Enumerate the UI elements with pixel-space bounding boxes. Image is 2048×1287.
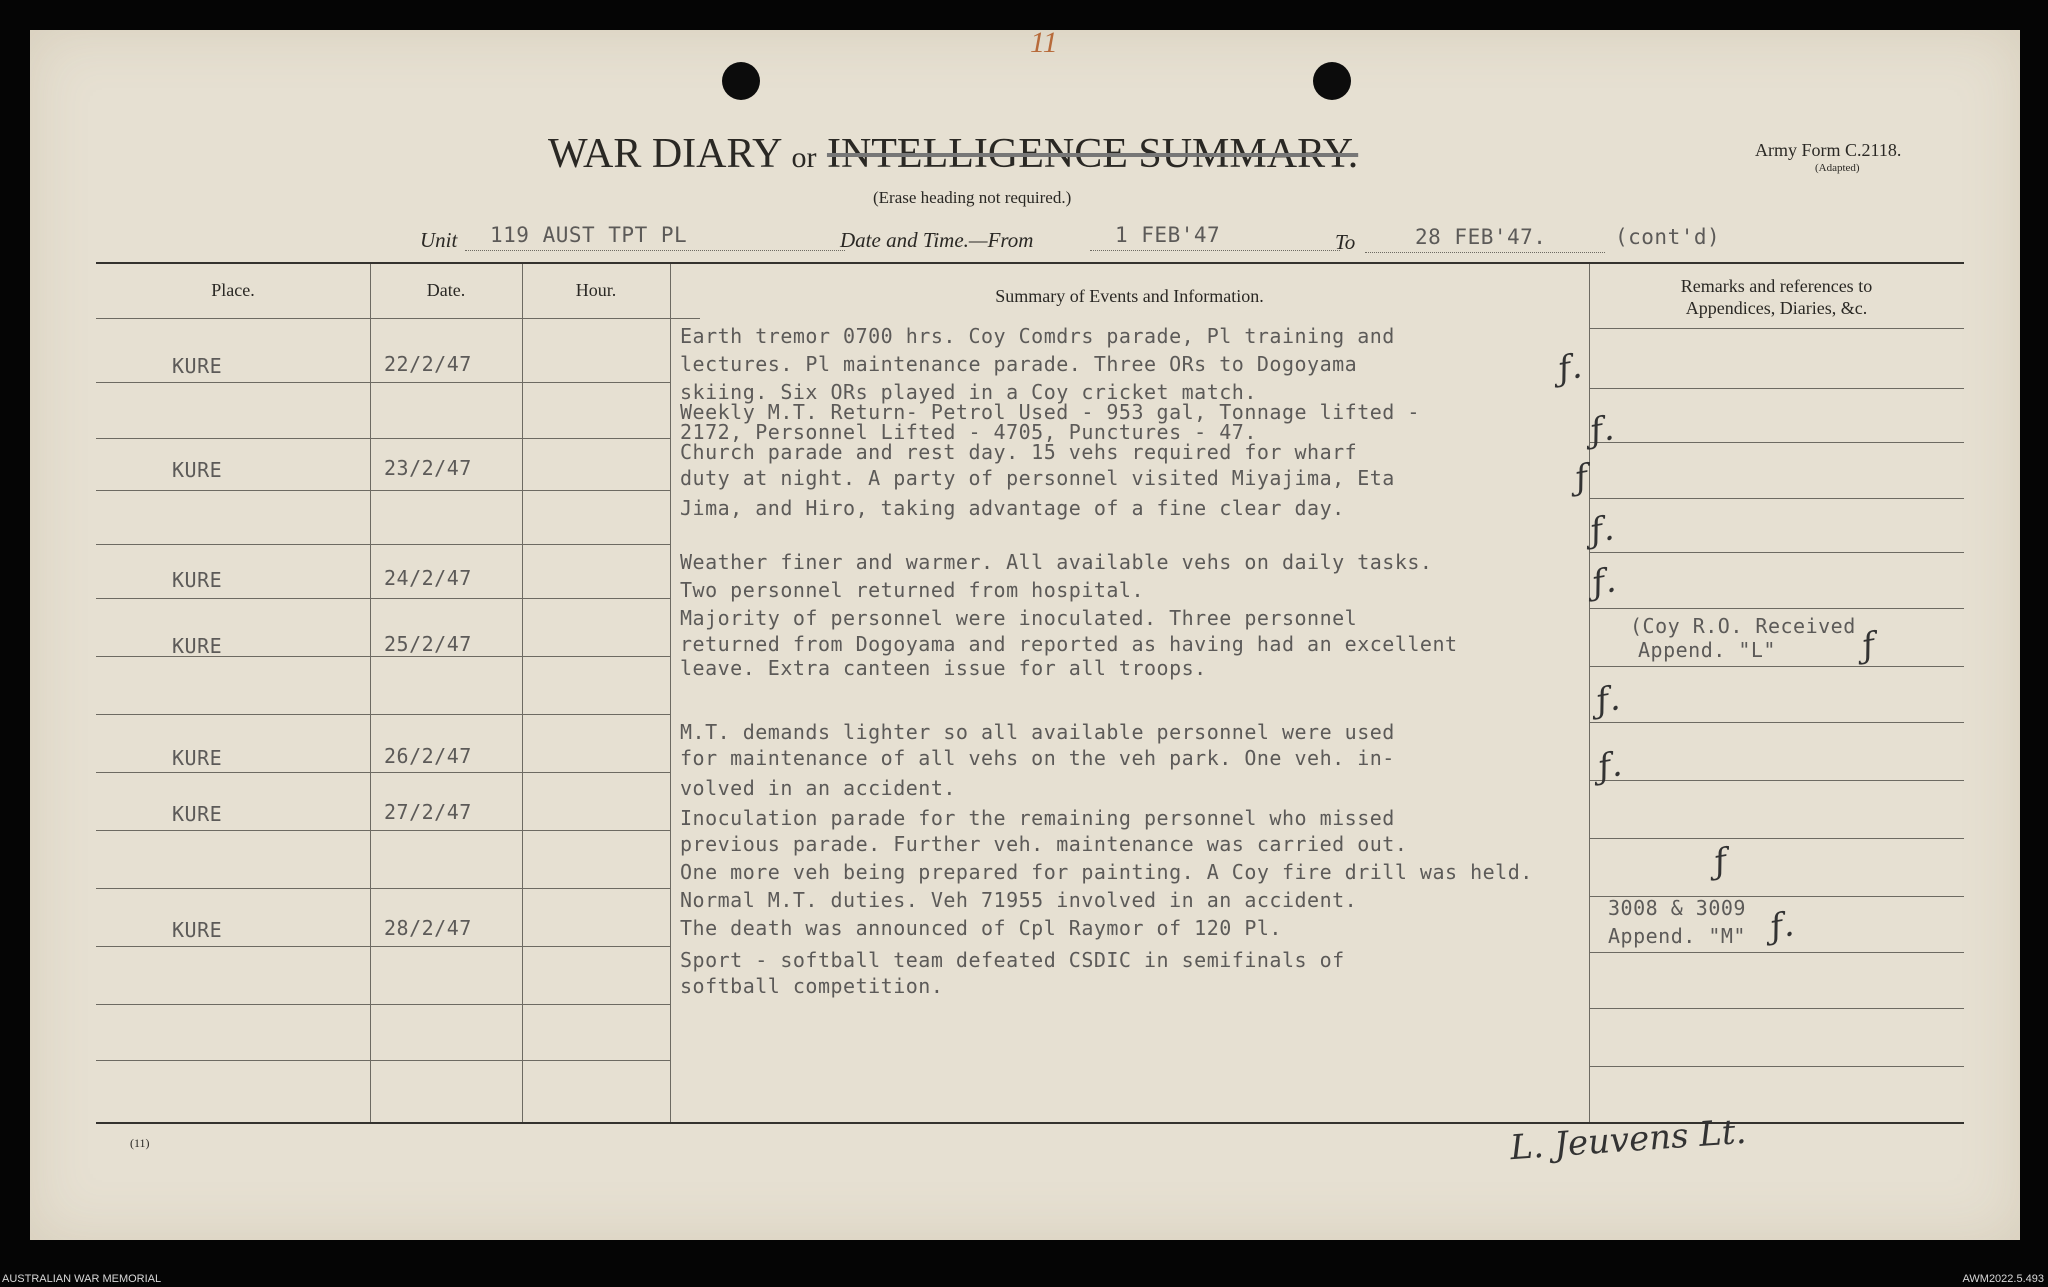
col-header-summary: Summary of Events and Information. [995,286,1264,306]
to-dotted-line [1365,252,1605,253]
remark-line: Append. "L" [1638,638,1776,662]
remark-line: 3008 & 3009 [1608,896,1746,920]
unit-label: Unit [420,228,458,252]
unit-value: 119 AUST TPT PL [490,223,688,247]
summary-line: Sport - softball team defeated CSDIC in semifinals of [680,948,1345,972]
entry-place: KURE [172,354,223,378]
remarks-rule [1589,722,1964,723]
row-rule [96,438,670,439]
summary-line: volved in an accident. [680,776,956,800]
summary-line: 2172, Personnel Lifted - 4705, Punctures - 47. [680,420,1257,444]
col-divider-3 [670,264,671,1122]
summary-line: Earth tremor 0700 hrs. Coy Comdrs parade, Pl training and [680,324,1395,348]
header-rule [96,318,700,319]
title-or: or [791,141,817,174]
page-title [548,130,1358,178]
col-header-remarks-1: Remarks and references to [1680,276,1873,296]
archive-reference: AWM2022.5.493 [1962,1273,2044,1285]
summary-line: Church parade and rest day. 15 vehs required for wharf [680,440,1358,464]
title-war-diary: WAR DIARY [548,131,781,177]
initial-mark-icon: ƒ. [1586,508,1617,552]
row-rule [96,946,670,947]
signature: L. Jeuvens Lt. [1508,1111,1748,1169]
row-rule [96,490,670,491]
summary-line: previous parade. Further veh. maintenance was carried out. [680,832,1408,856]
summary-line: The death was announced of Cpl Raymor of 120 Pl. [680,916,1282,940]
header-rule-remarks [1589,328,1964,329]
title-intelligence-summary: INTELLIGENCE SUMMARY. [826,131,1359,177]
remarks-rule [1589,1066,1964,1067]
summary-line: Two personnel returned from hospital. [680,578,1145,602]
remarks-rule [1589,1008,1964,1009]
entry-date: 23/2/47 [384,456,472,480]
unit-dotted-line [465,250,845,251]
remark-line: (Coy R.O. Received [1630,614,1856,638]
entry-date: 27/2/47 [384,800,472,824]
summary-line: lectures. Pl maintenance parade. Three ORs to Dogoyama [680,352,1358,376]
entry-place: KURE [172,568,223,592]
to-label: To [1335,230,1356,254]
summary-line: Majority of personnel were inoculated. Three personnel [680,606,1358,630]
adapted-label: (Adapted) [1815,162,1860,174]
remarks-rule [1589,838,1964,839]
entry-date: 24/2/47 [384,566,472,590]
col-header-place: Place. [211,280,255,300]
summary-line: One more veh being prepared for painting. A Coy fire drill was held. [680,860,1533,884]
punch-hole-right [1313,62,1351,100]
table-top-rule [96,262,1964,264]
col-header-hour: Hour. [575,280,617,300]
entry-place: KURE [172,458,223,482]
initial-mark-icon: ƒ. [1592,678,1623,722]
initial-mark-icon: ƒ [1710,841,1730,883]
entry-place: KURE [172,802,223,826]
remarks-rule [1589,780,1964,781]
summary-line: Weekly M.T. Return- Petrol Used - 953 gal, Tonnage lifted - [680,400,1420,424]
summary-line: skiing. Six ORs played in a Coy cricket match. [680,380,1257,404]
summary-line: M.T. demands lighter so all available personnel were used [680,720,1395,744]
initial-mark-icon: ƒ. [1766,904,1797,948]
remarks-rule [1589,952,1964,953]
diary-page [30,26,2020,1240]
archive-name: AUSTRALIAN WAR MEMORIAL [2,1273,162,1285]
form-number: (11) [130,1136,150,1150]
erase-note: (Erase heading not required.) [873,188,1072,207]
entry-date: 25/2/47 [384,632,472,656]
row-rule [96,544,670,545]
remarks-rule [1589,608,1964,609]
col-divider-4 [1589,264,1590,1122]
entry-place: KURE [172,746,223,770]
row-rule [96,1004,670,1005]
initial-mark-icon: ƒ. [1594,744,1625,788]
entry-place: KURE [172,918,223,942]
row-rule [96,598,670,599]
entry-date: 22/2/47 [384,352,472,376]
col-divider-2 [522,264,523,1122]
initial-mark-icon: ƒ [1571,457,1591,499]
summary-line: softball competition. [680,974,944,998]
initial-mark-icon: ƒ. [1588,560,1619,604]
contd-label: (cont'd) [1615,225,1721,249]
summary-line: Inoculation parade for the remaining personnel who missed [680,806,1395,830]
summary-line: for maintenance of all vehs on the veh park. One veh. in- [680,746,1395,770]
col-header-date: Date. [426,280,466,300]
row-rule [96,382,670,383]
col-divider-1 [370,264,371,1122]
remarks-rule [1589,442,1964,443]
entry-date: 26/2/47 [384,744,472,768]
summary-line: leave. Extra canteen issue for all troops. [680,656,1207,680]
row-rule [96,830,670,831]
initial-mark-icon: ƒ. [1554,346,1585,390]
summary-line: Jima, and Hiro, taking advantage of a fine clear day. [680,496,1345,520]
page-mark: 11 [1030,26,1058,59]
from-dotted-line [1090,250,1340,251]
remarks-rule [1589,666,1964,667]
remarks-rule [1589,552,1964,553]
remarks-rule [1589,388,1964,389]
remark-line: Append. "M" [1608,924,1746,948]
initial-mark-icon: ƒ. [1586,408,1617,452]
initial-mark-icon: ƒ [1858,625,1878,667]
entry-place: KURE [172,634,223,658]
from-value: 1 FEB'47 [1115,223,1221,247]
row-rule [96,1060,670,1061]
entry-date: 28/2/47 [384,916,472,940]
remarks-rule [1589,498,1964,499]
summary-line: Normal M.T. duties. Veh 71955 involved in an accident. [680,888,1358,912]
to-value: 28 FEB'47. [1415,225,1547,249]
summary-line: Weather finer and warmer. All available vehs on daily tasks. [680,550,1433,574]
army-form-label: Army Form C.2118. [1755,140,1902,160]
summary-line: duty at night. A party of personnel visited Miyajima, Eta [680,466,1395,490]
col-header-remarks-2: Appendices, Diaries, &c. [1685,298,1868,318]
date-time-label: Date and Time.—From [840,228,1034,252]
punch-hole-left [722,62,760,100]
row-rule [96,714,670,715]
row-rule [96,772,670,773]
summary-line: returned from Dogoyama and reported as having had an excellent [680,632,1458,656]
row-rule [96,888,670,889]
